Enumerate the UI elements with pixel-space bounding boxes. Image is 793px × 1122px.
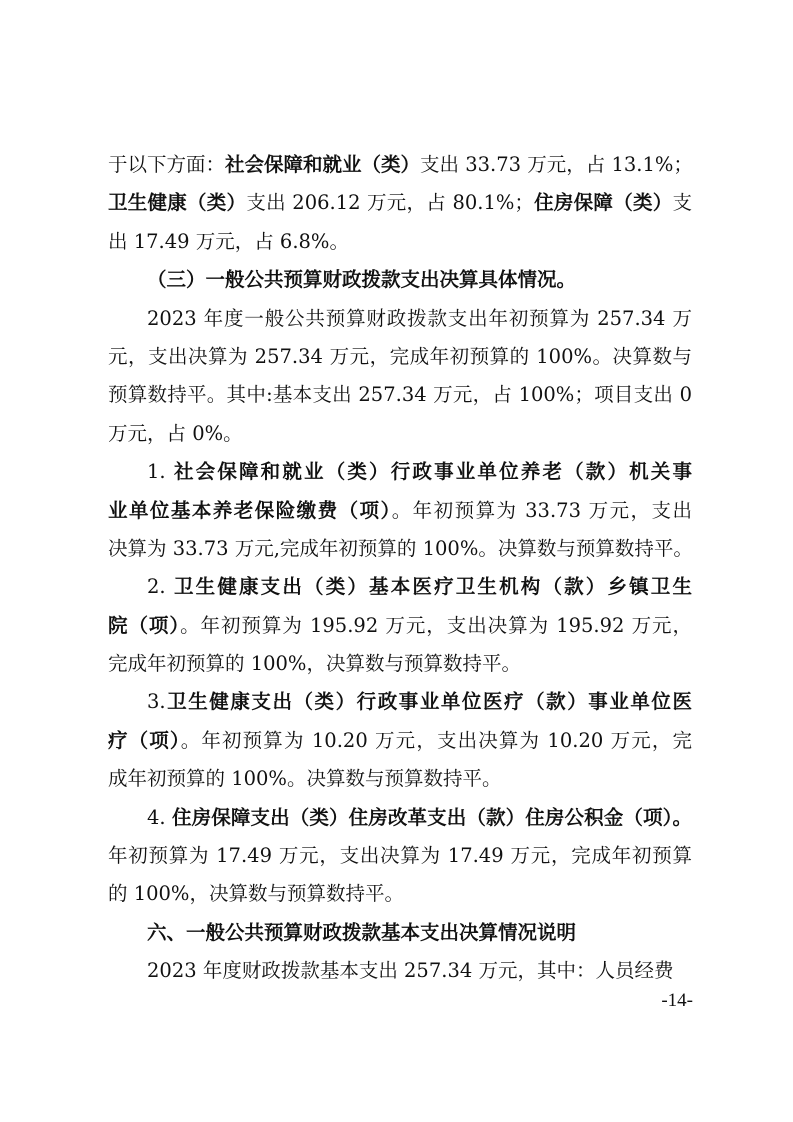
text-run: 出 17.49 万元，占 6.8%。 (108, 229, 349, 253)
page-number: -14- (661, 990, 693, 1011)
paragraph (108, 568, 692, 683)
text-run: 支出 206.12 万元，占 80.1%； (246, 191, 534, 215)
paragraph (108, 952, 692, 990)
paragraph (108, 683, 692, 798)
text-line (108, 607, 692, 645)
text-line (108, 952, 692, 990)
text-run: 1. (147, 460, 174, 484)
text-run: 2023 年度财政拨款基本支出 257.34 万元，其中：人员经费 (147, 959, 674, 983)
text-run: 2. (147, 575, 174, 599)
text-run: 社会保障和就业（类）行政事业单位养老（款）机关事 (173, 460, 692, 484)
text-run: 3. (147, 690, 166, 714)
text-line (108, 722, 692, 760)
text-line (108, 453, 692, 491)
text-run: 六、一般公共预算财政拨款基本支出决算情况说明 (147, 920, 577, 944)
text-line (108, 376, 692, 414)
text-line (108, 146, 692, 184)
paragraph (108, 261, 692, 299)
text-run: 。年初预算为 195.92 万元，支出决算为 195.92 万元， (180, 613, 692, 637)
document-body (108, 146, 692, 991)
text-line (108, 530, 692, 568)
text-line (108, 799, 692, 837)
text-run: 住房保障（类） (533, 191, 673, 215)
text-run: 卫生健康支出（类）基本医疗卫生机构（款）乡镇卫生 (173, 575, 692, 599)
paragraph (108, 914, 692, 952)
text-line (108, 914, 692, 952)
text-run: 。年初预算为 10.20 万元，支出决算为 10.20 万元，完 (180, 728, 692, 752)
text-run: 元，支出决算为 257.34 万元，完成年初预算的 100%。决算数与 (108, 344, 692, 368)
text-line (108, 223, 692, 261)
text-run: 决算为 33.73 万元,完成年初预算的 100%。决算数与预算数持平。 (108, 536, 693, 560)
text-line (108, 261, 692, 299)
paragraph (108, 300, 692, 454)
text-run: 2023 年度一般公共预算财政拨款支出年初预算为 257.34 万 (147, 306, 692, 330)
text-line (108, 645, 692, 683)
text-run: 于以下方面： (108, 153, 226, 176)
text-run: 卫生健康支出（类）行政事业单位医疗（款）事业单位医 (165, 690, 692, 714)
paragraph (108, 453, 692, 568)
text-run: （三）一般公共预算财政拨款支出决算具体情况。 (147, 268, 577, 292)
text-run: 支 (672, 191, 692, 215)
text-line (108, 568, 692, 606)
paragraph (108, 799, 692, 914)
text-line (108, 184, 692, 222)
text-run: 。年初预算为 33.73 万元，支出 (391, 498, 692, 522)
text-run: 疗（项） (108, 728, 181, 752)
text-run: 成年初预算的 100%。决算数与预算数持平。 (108, 767, 502, 791)
text-run: 4. (147, 805, 172, 829)
text-line (108, 415, 692, 453)
text-line (108, 837, 692, 875)
paragraph (108, 146, 692, 261)
text-run: 预算数持平。其中:基本支出 257.34 万元，占 100%；项目支出 0 (108, 383, 692, 407)
text-run: 的 100%，决算数与预算数持平。 (108, 882, 404, 906)
text-line (108, 300, 692, 338)
text-line (108, 338, 692, 376)
text-run: 年初预算为 17.49 万元，支出决算为 17.49 万元，完成年初预算 (108, 844, 692, 868)
text-line (108, 875, 692, 913)
text-run: 院（项） (108, 613, 181, 637)
text-run: 卫生健康（类） (108, 191, 247, 215)
text-run: 万元，占 0%。 (108, 421, 243, 445)
text-line (108, 492, 692, 530)
text-run: 业单位基本养老保险缴费（项） (108, 498, 392, 522)
text-run: 社会保障和就业（类） (225, 153, 421, 176)
text-run: 完成年初预算的 100%，决算数与预算数持平。 (108, 652, 521, 676)
text-line (108, 683, 692, 721)
text-run: 住房保障支出（类）住房改革支出（款）住房公积金（项）。 (171, 805, 692, 829)
text-run: 支出 33.73 万元，占 13.1%； (420, 153, 693, 176)
text-line (108, 760, 692, 798)
